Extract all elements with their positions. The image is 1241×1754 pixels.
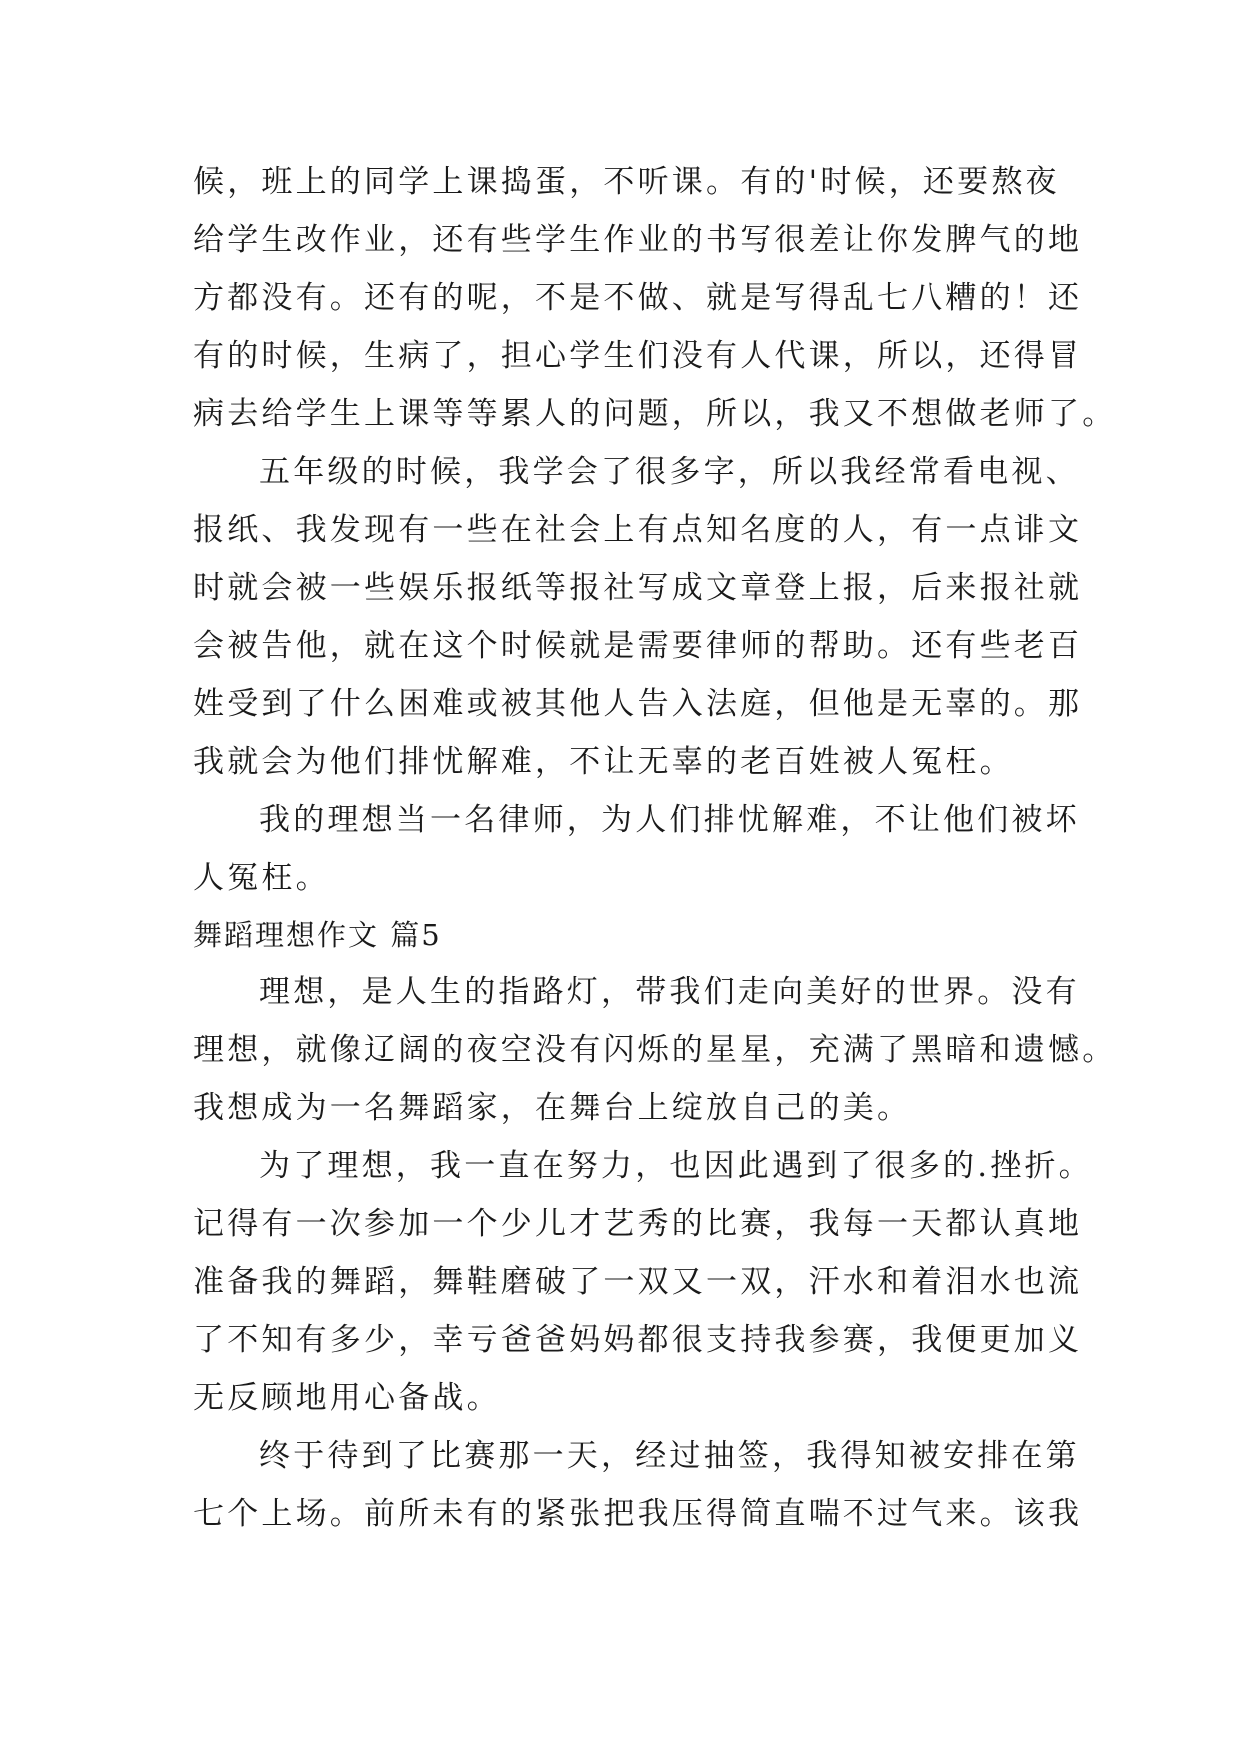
paragraph-line: 我想成为一名舞蹈家，在舞台上绽放自己的美。 bbox=[193, 1090, 912, 1126]
paragraph-line: 了不知有多少，幸亏爸爸妈妈都很支持我参赛，我便更加义 bbox=[193, 1322, 1083, 1358]
paragraph-line: 理想，是人生的指路灯，带我们走向美好的世界。没有 bbox=[259, 974, 1080, 1010]
paragraph-line: 报纸、我发现有一些在社会上有点知名度的人，有一点诽文 bbox=[193, 512, 1083, 548]
paragraph-line: 记得有一次参加一个少儿才艺秀的比赛，我每一天都认真地 bbox=[193, 1206, 1083, 1242]
paragraph-line: 方都没有。还有的呢，不是不做、就是写得乱七八糟的！还 bbox=[193, 280, 1083, 316]
paragraph-line: 姓受到了什么困难或被其他人告入法庭，但他是无辜的。那 bbox=[193, 686, 1083, 722]
paragraph-line: 会被告他，就在这个时候就是需要律师的帮助。还有些老百 bbox=[193, 628, 1083, 664]
essay-body bbox=[193, 153, 1117, 1543]
paragraph-line: 候，班上的同学上课捣蛋，不听课。有的'时候，还要熬夜 bbox=[193, 164, 1060, 200]
paragraph-line: 时就会被一些娱乐报纸等报社写成文章登上报，后来报社就 bbox=[193, 570, 1083, 606]
paragraph-line: 终于待到了比赛那一天，经过抽签，我得知被安排在第 bbox=[259, 1438, 1080, 1474]
paragraph-line: 为了理想，我一直在努力，也因此遇到了很多的.挫折。 bbox=[259, 1148, 1093, 1184]
paragraph-line: 有的时候，生病了，担心学生们没有人代课，所以，还得冒 bbox=[193, 338, 1083, 374]
paragraph-line: 无反顾地用心备战。 bbox=[193, 1380, 501, 1416]
paragraph-line: 我就会为他们排忧解难，不让无辜的老百姓被人冤枉。 bbox=[193, 744, 1014, 780]
paragraph-line: 给学生改作业，还有些学生作业的书写很差让你发脾气的地 bbox=[193, 222, 1083, 258]
paragraph-line: 理想，就像辽阔的夜空没有闪烁的星星，充满了黑暗和遗憾。 bbox=[193, 1032, 1117, 1068]
paragraph-line: 人冤枉。 bbox=[193, 860, 330, 896]
section-heading: 舞蹈理想作文 篇5 bbox=[193, 918, 442, 952]
paragraph-line: 五年级的时候，我学会了很多字，所以我经常看电视、 bbox=[259, 454, 1080, 490]
paragraph-line: 病去给学生上课等等累人的问题，所以，我又不想做老师了。 bbox=[193, 396, 1117, 432]
paragraph-line: 我的理想当一名律师，为人们排忧解难，不让他们被坏 bbox=[259, 802, 1080, 838]
paragraph-line: 准备我的舞蹈，舞鞋磨破了一双又一双，汗水和着泪水也流 bbox=[193, 1264, 1083, 1300]
paragraph-line: 七个上场。前所未有的紧张把我压得简直喘不过气来。该我 bbox=[193, 1496, 1083, 1532]
